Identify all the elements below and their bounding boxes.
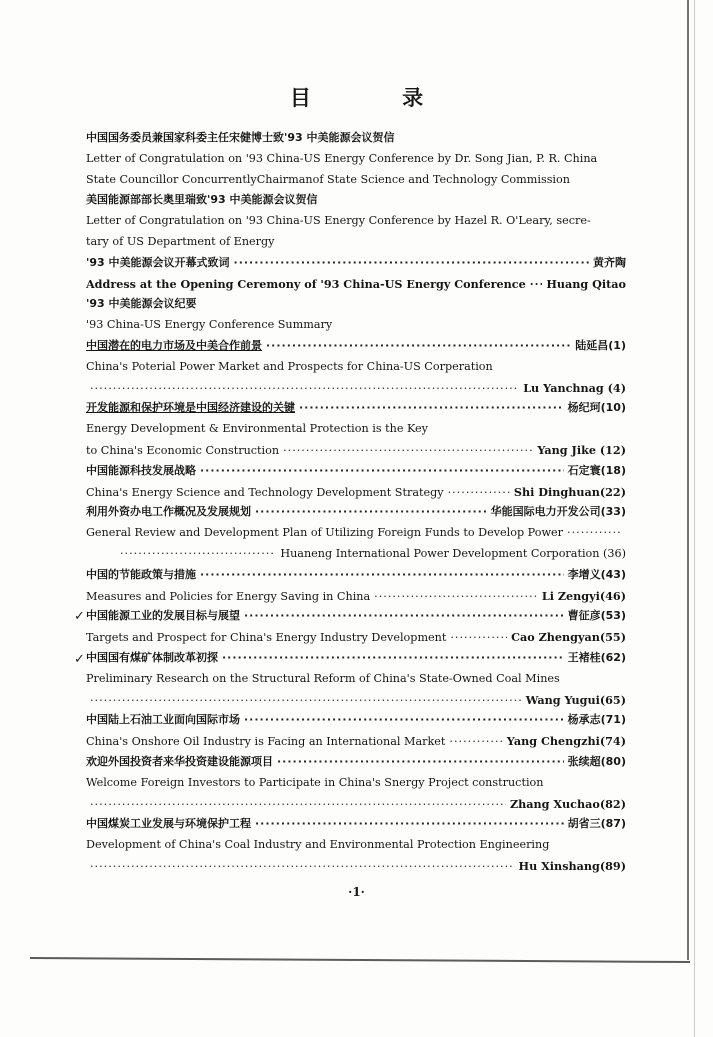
page-edge-shadow	[687, 0, 689, 960]
leader-dots	[283, 441, 533, 461]
leader-dots	[90, 691, 522, 711]
page-number: ·1·	[348, 885, 365, 899]
toc-line: 中国国有煤矿体制改革初探 ····· 王褚桂(62)	[86, 648, 626, 669]
toc-line: 中国煤炭工业发展与环境保护工程 ····· 胡省三(87)	[86, 814, 626, 835]
leader-dots	[222, 648, 564, 669]
toc-line: ····· Hu Xinshang(89)	[86, 856, 626, 877]
toc-line: Letter of Congratulation on '93 China-US Energy Conference by Hazel R. O'Leary, secre-	[86, 214, 591, 228]
toc-line: 利用外资办电工作概况及发展规划 ····· 华能国际电力开发公司(33)	[86, 502, 626, 523]
toc-line: 中国能源工业的发展目标与展望 ····· 曹征彦(53)	[86, 606, 626, 627]
leader-dots	[255, 814, 564, 835]
leader-dots	[567, 523, 622, 544]
leader-dots	[90, 857, 515, 877]
leader-dots	[244, 710, 564, 731]
leader-dots	[277, 752, 564, 773]
leader-dots	[200, 461, 564, 482]
toc-line: 中国的节能政策与措施 ····· 李增义(43)	[86, 565, 626, 586]
toc-line: State Councillor ConcurrentlyChairmanof State Science and Technology Commission	[86, 172, 570, 186]
toc-line: China's Onshore Oil Industry is Facing an International Market ····· Yang Chengzhi(74)	[86, 731, 626, 752]
toc-line: ····· Zhang Xuchao(82)	[86, 794, 626, 815]
leader-dots	[266, 336, 571, 357]
toc-line: tary of US Department of Energy	[86, 234, 275, 248]
leader-dots	[374, 587, 538, 607]
toc-line: Letter of Congratulation on '93 China-US Energy Conference by Dr. Song Jian, P. R. China	[86, 151, 598, 165]
toc-line: ····· Huaneng International Power Development Corporation (36)	[86, 544, 626, 565]
toc-line: China's Poterial Power Market and Prospects for China-US Corperation	[86, 359, 493, 373]
toc-line: '93 中美能源会议开幕式致词 ····· 黄齐陶	[86, 253, 626, 274]
toc-line: 中国能源科技发展战略 ····· 石定寰(18)	[86, 461, 626, 482]
toc-line: Measures and Policies for Energy Saving in China ····· Li Zengyi(46)	[86, 586, 626, 607]
leader-dots	[244, 606, 564, 627]
toc-line: 欢迎外国投资者来华投资建设能源项目 ····· 张续超(80)	[86, 752, 626, 773]
toc-line: 中国国务委员兼国家科委主任宋健博士致'93 中美能源会议贺信	[86, 131, 395, 144]
toc-line: 开发能源和保护环境是中国经济建设的关键 ····· 杨纪珂(10)	[86, 398, 626, 419]
handwritten-check-icon: ✓	[74, 652, 85, 667]
toc-line: Preliminary Research on the Structural Reform of China's State-Owned Coal Mines	[86, 671, 560, 685]
toc-line: ····· Wang Yugui(65)	[86, 690, 626, 711]
leader-dots	[90, 379, 519, 399]
toc-line: Address at the Opening Ceremony of '93 China-US Energy Conference ····· Huang Qitao	[86, 274, 626, 295]
toc-line: ····· Lu Yanchnag (4)	[86, 378, 626, 399]
leader-dots	[449, 732, 502, 752]
toc-line: General Review and Development Plan of Utilizing Foreign Funds to Develop Power ·····	[86, 523, 626, 544]
toc-line: China's Energy Science and Technology Development Strategy ····· Shi Dinghuan(22)	[86, 482, 626, 503]
toc-line: Welcome Foreign Investors to Participate in China's Snergy Project construction	[86, 775, 544, 789]
toc-line: 中国陆上石油工业面向国际市场 ····· 杨承志(71)	[86, 710, 626, 731]
leader-dots	[200, 565, 564, 586]
toc-line: 美国能源部部长奥里瑞致'93 中美能源会议贺信	[86, 193, 318, 207]
leader-dots	[299, 398, 564, 419]
leader-dots	[448, 483, 510, 503]
toc-line: Energy Development & Environmental Protection is the Key	[86, 422, 428, 436]
page-edge-line	[694, 0, 695, 1037]
toc-line: '93 China-US Energy Conference Summary	[86, 318, 333, 332]
leader-dots	[255, 502, 487, 523]
leader-dots	[450, 628, 507, 648]
leader-dots	[90, 795, 506, 815]
leader-dots	[120, 544, 276, 565]
toc-line: Targets and Prospect for China's Energy Industry Development ····· Cao Zhengyan(55)	[86, 627, 626, 648]
handwritten-check-icon: ✓	[74, 609, 85, 624]
page-title: 目 录	[289, 85, 466, 110]
leader-dots	[530, 274, 543, 295]
table-of-contents	[86, 128, 626, 877]
leader-dots	[234, 253, 589, 274]
toc-line: Development of China's Coal Industry and Environmental Protection Engineering	[86, 838, 550, 852]
page-bottom-edge	[30, 957, 690, 963]
toc-line: 中国潜在的电力市场及中美合作前景 ····· 陆延昌(1)	[86, 336, 626, 357]
toc-line: '93 中美能源会议纪要	[86, 297, 197, 311]
toc-line: to China's Economic Construction ····· Yang Jike (12)	[86, 440, 626, 461]
